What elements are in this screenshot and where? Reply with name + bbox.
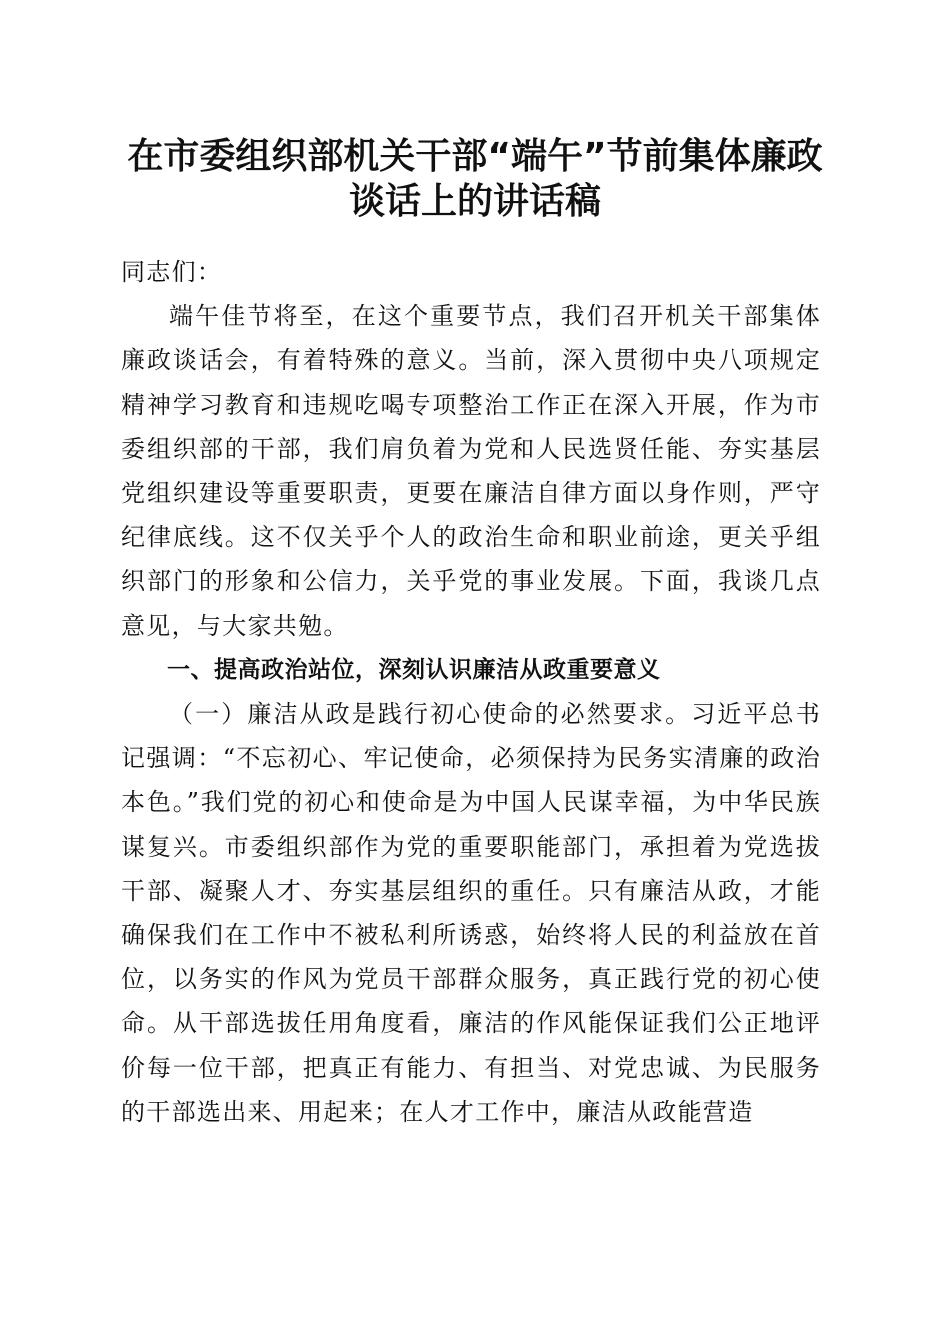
document-body	[121, 250, 821, 1134]
salutation: 同志们：	[121, 258, 223, 286]
paragraph-1-1: （一）廉洁从政是践行初心使命的必然要求。习近平总书记强调：“不忘初心、牢记使命，必须保持为民务实清廉的政治本色。”我们党的初心和使命是为中国人民谋幸福，为中华民族谋复兴。市委组织部作为党的重要职能部门，承担着为党选拔干部、凝聚人才、夯实基层组织的重任。只有廉洁从政，才能确保我们在工作中不被私利所诱惑，始终将人民的利益放在首位，以务实的作风为党员干部群众服务，真正践行党的初心使命。从干部选拔任用角度看，廉洁的作风能保证我们公正地评价每一位干部，把真正有能力、有担当、对党忠诚、为民服务的干部选出来、用起来；在人才工作中，廉洁从政能营造	[121, 700, 821, 1126]
section-heading-1: 一、提高政治站位，深刻认识廉洁从政重要意义	[167, 656, 661, 683]
title-line-1: 在市委组织部机关干部“端午”节前集体廉政	[127, 136, 823, 177]
document-title	[100, 134, 850, 224]
paragraph-intro: 端午佳节将至，在这个重要节点，我们召开机关干部集体廉政谈话会，有着特殊的意义。当前，深入贯彻中央八项规定精神学习教育和违规吃喝专项整治工作正在深入开展，作为市委组织部的干部，我们肩负着为党和人民选贤任能、夯实基层党组织建设等重要职责，更要在廉洁自律方面以身作则，严守纪律底线。这不仅关乎个人的政治生命和职业前途，更关乎组织部门的形象和公信力，关乎党的事业发展。下面，我谈几点意见，与大家共勉。	[121, 302, 821, 640]
title-line-2: 谈话上的讲话稿	[348, 181, 601, 222]
